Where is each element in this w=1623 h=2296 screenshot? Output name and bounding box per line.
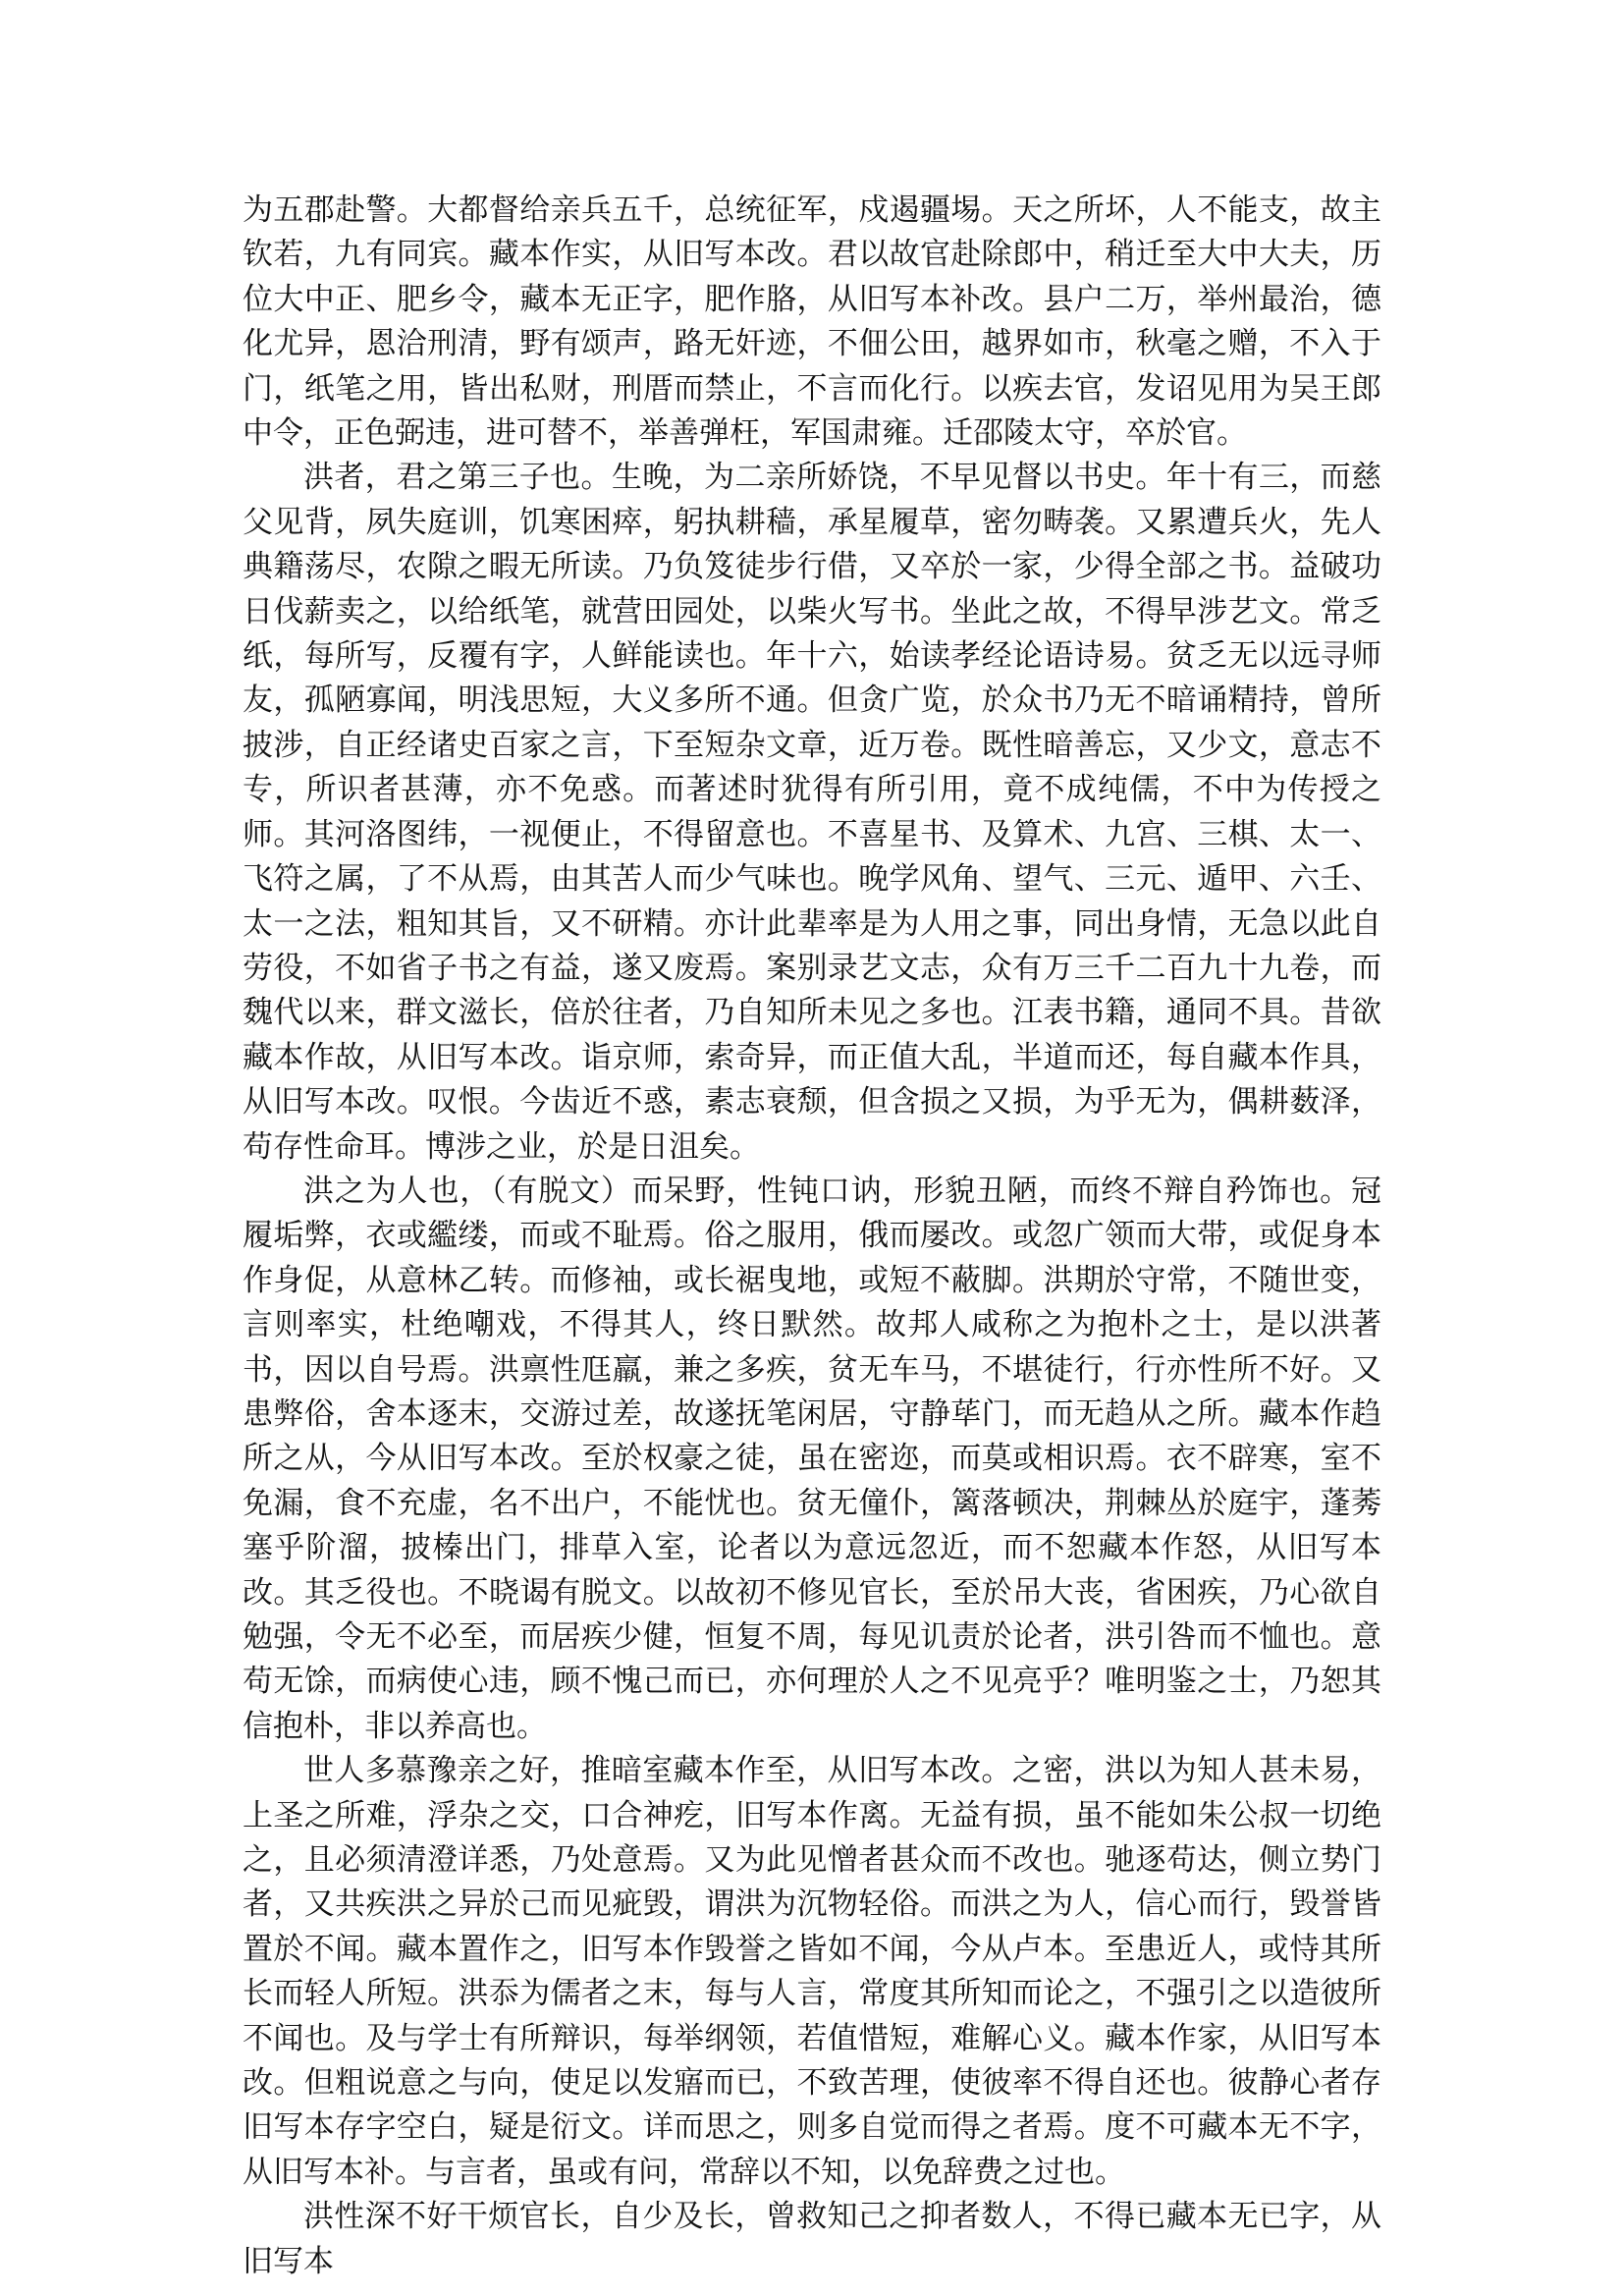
paragraph: 洪之为人也，（有脱文）而呆野，性钝口讷，形貌丑陋，而终不辩自矜饰也。冠履垢弊，衣或繿缕，而或不耻焉。俗之服用，俄而屡改。或忽广领而大带，或促身本作身促，从意林乙转。而修袖，或长裾曳地，或短不蔽脚。洪期於守常，不随世变，言则率实，杜绝嘲戏，不得其人，终日默然。故邦人咸称之为抱朴之士，是以洪著书，因以自号焉。洪禀性尫羸，兼之多疾，贫无车马，不堪徒行，行亦性所不好。又患弊俗，舍本逐末，交游过差，故遂抚笔闲居，守静荜门，而无趋从之所。藏本作趋所之从，今从旧写本改。至於权豪之徒，虽在密迩，而莫或相识焉。衣不辟寒，室不免漏，食不充虚，名不出户，不能忧也。贫无僮仆，篱落顿决，荆棘丛於庭宇，蓬莠塞乎阶溜，披榛出门，排草入室，论者以为意远忽近，而不恕藏本作怒，从旧写本改。其乏役也。不晓谒有脱文。以故初不修见官长，至於吊大丧，省困疾，乃心欲自勉强，令无不必至，而居疾少健，恒复不周，每见讥责於论者，洪引咎而不恤也。意苟无馀，而病使心违，顾不愧己而已，亦何理於人之不见亮乎？唯明鉴之士，乃恕其信抱朴，非以养高也。 [243, 1173, 1381, 1744]
paragraph: 洪性深不好干烦官长，自少及长，曾救知己之抑者数人，不得已藏本无已字，从旧写本 [243, 2199, 1381, 2279]
paragraph: 为五郡赴警。大都督给亲兵五千，总统征军，戍遏疆埸。天之所坏，人不能支，故主钦若，九有同宾。藏本作实，从旧写本改。君以故官赴除郎中，稍迁至大中大夫，历位大中正、肥乡令，藏本无正字，肥作胳，从旧写本补改。县户二万，举州最治，德化尤异，恩洽刑清，野有颂声，路无奸迹，不佃公田，越界如市，秋毫之赠，不入于门，纸笔之用，皆出私财，刑厝而禁止，不言而化行。以疾去官，发诏见用为吴王郎中令，正色弼违，进可替不，举善弹枉，军国肃雍。迁邵陵太守，卒於官。 [243, 192, 1381, 452]
body-text [243, 189, 1381, 2284]
paragraph: 洪者，君之第三子也。生晚，为二亲所娇饶，不早见督以书史。年十有三，而慈父见背，夙失庭训，饥寒困瘁，躬执耕穑，承星履草，密勿畴袭。又累遭兵火，先人典籍荡尽，农隙之暇无所读。乃负笈徒步行借，又卒於一家，少得全部之书。益破功日伐薪卖之，以给纸笔，就营田园处，以柴火写书。坐此之故，不得早涉艺文。常乏纸，每所写，反覆有字，人鲜能读也。年十六，始读孝经论语诗易。贫乏无以远寻师友，孤陋寡闻，明浅思短，大义多所不通。但贪广览，於众书乃无不暗诵精持，曾所披涉，自正经诸史百家之言，下至短杂文章，近万卷。既性暗善忘，又少文，意志不专，所识者甚薄，亦不免惑。而著述时犹得有所引用，竟不成纯儒，不中为传授之师。其河洛图纬，一视便止，不得留意也。不喜星书、及算术、九宫、三棋、太一、飞符之属，了不从焉，由其苦人而少气味也。晚学风角、望气、三元、遁甲、六壬、太一之法，粗知其旨，又不研精。亦计此辈率是为人用之事，同出身情，无急以此自劳役，不如省子书之有益，遂又废焉。案别录艺文志，众有万三千二百九十九卷，而魏代以来，群文滋长，倍於往者，乃自知所未见之多也。江表书籍，通同不具。昔欲藏本作故，从旧写本改。诣京师，索奇异，而正值大乱，半道而还，每自藏本作具，从旧写本改。叹恨。今齿近不惑，素志衰颓，但含损之又损，为乎无为，偶耕薮泽，苟存性命耳。博涉之业，於是日沮矣。 [243, 460, 1381, 1165]
paragraph: 世人多慕豫亲之好，推暗室藏本作至，从旧写本改。之密，洪以为知人甚未易，上圣之所难，浮杂之交，口合神疙，旧写本作离。无益有损，虽不能如朱公叔一切绝之，且必须清澄详悉，乃处意焉。又为此见憎者甚众而不改也。驰逐苟达，侧立势门者，又共疾洪之异於己而见疵毁，谓洪为沉物轻俗。而洪之为人，信心而行，毁誉皆置於不闻。藏本置作之，旧写本作毁誉之皆如不闻，今从卢本。至患近人，或恃其所长而轻人所短。洪忝为儒者之末，每与人言，常度其所知而论之，不强引之以造彼所不闻也。及与学士有所辩识，每举纲领，若值惜短，难解心义。藏本作家，从旧写本改。但粗说意之与向，使足以发寤而已，不致苦理，使彼率不得自还也。彼静心者存旧写本存字空白，疑是衍文。详而思之，则多自觉而得之者焉。度不可藏本无不字，从旧写本补。与言者，虽或有问，常辞以不知，以免辞费之过也。 [243, 1753, 1381, 2190]
